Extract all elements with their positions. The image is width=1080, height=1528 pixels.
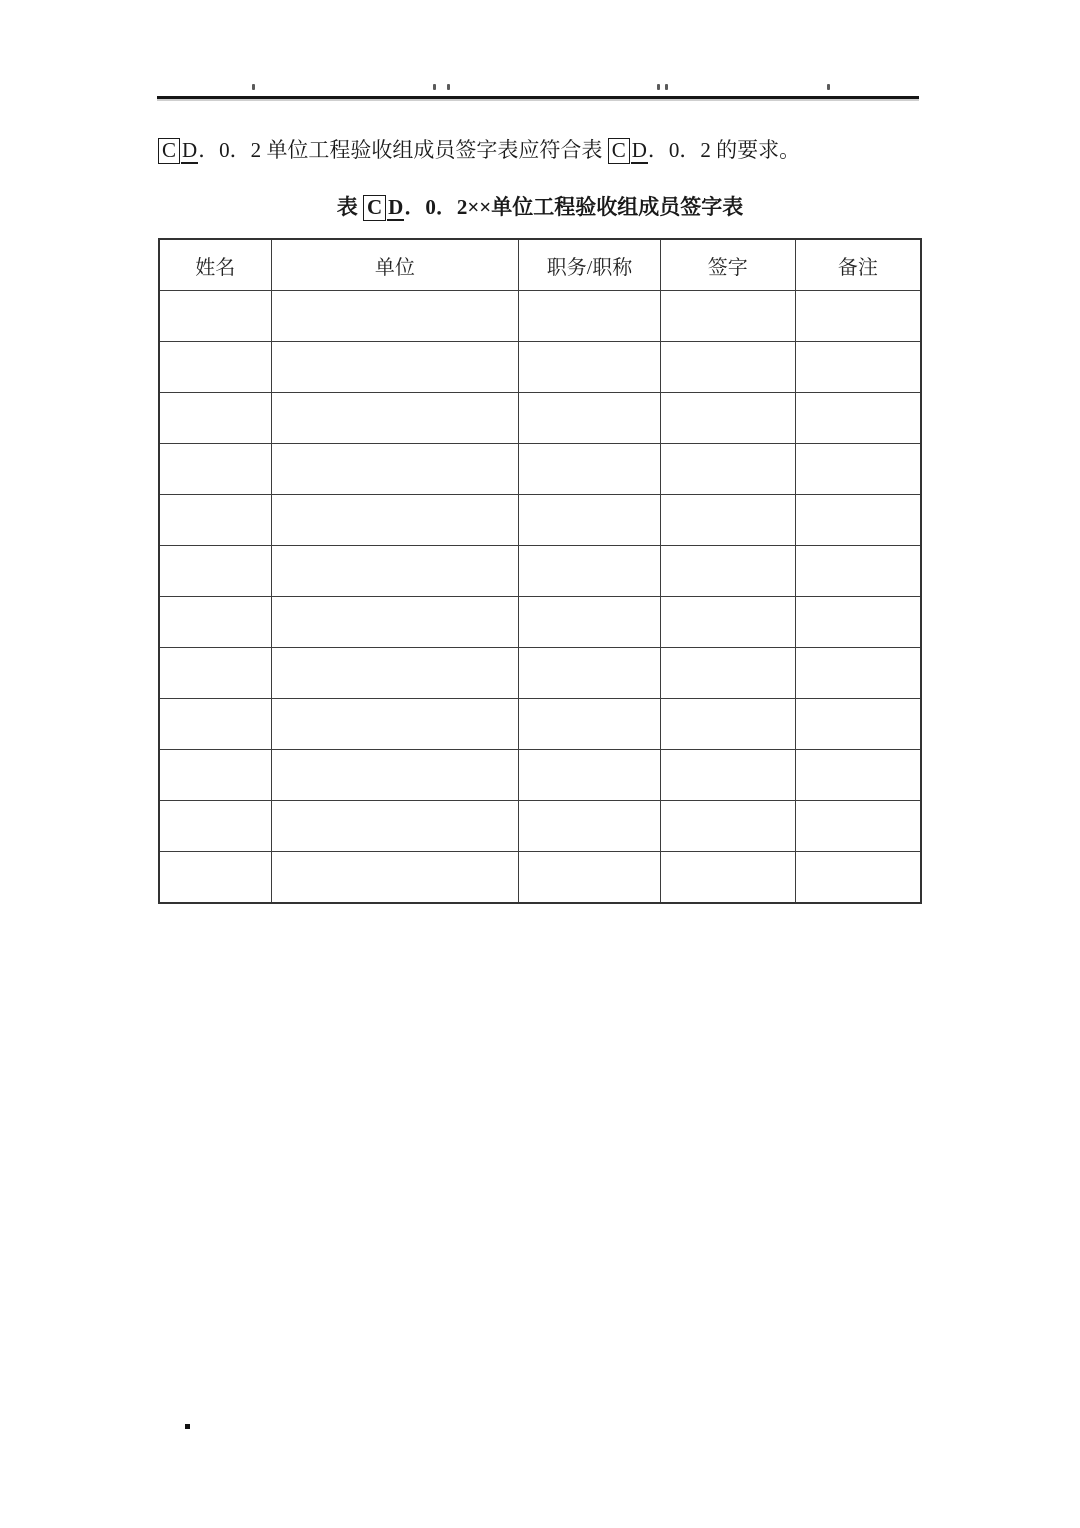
body-paragraph xyxy=(158,135,958,166)
paragraph-text: 的要求。 xyxy=(710,138,801,162)
empty-cell xyxy=(271,291,519,342)
empty-cell xyxy=(271,495,519,546)
empty-cell xyxy=(159,648,271,699)
empty-cell xyxy=(660,648,795,699)
column-header-3: 职务/职称 xyxy=(519,239,661,291)
table-row xyxy=(159,444,921,495)
empty-cell xyxy=(795,852,921,904)
empty-cell xyxy=(271,699,519,750)
empty-cell xyxy=(271,393,519,444)
scan-artifact-mark xyxy=(433,84,436,90)
column-header-5: 备注 xyxy=(795,239,921,291)
empty-cell xyxy=(660,495,795,546)
scan-artifact-mark xyxy=(657,84,660,90)
empty-cell xyxy=(159,495,271,546)
title-prefix: 表 xyxy=(336,195,363,219)
empty-cell xyxy=(660,342,795,393)
empty-cell xyxy=(159,699,271,750)
table-row xyxy=(159,495,921,546)
clause-number: ．0．2 xyxy=(647,138,711,162)
empty-cell xyxy=(271,852,519,904)
empty-cell xyxy=(660,699,795,750)
table-row xyxy=(159,291,921,342)
boxed-letter: C xyxy=(158,138,180,164)
empty-cell xyxy=(660,750,795,801)
empty-cell xyxy=(519,699,661,750)
table-row xyxy=(159,852,921,904)
empty-cell xyxy=(519,393,661,444)
boxed-letter: C xyxy=(608,138,630,164)
empty-cell xyxy=(795,546,921,597)
table-row xyxy=(159,342,921,393)
empty-cell xyxy=(159,393,271,444)
empty-cell xyxy=(660,393,795,444)
column-header-2: 单位 xyxy=(271,239,519,291)
empty-cell xyxy=(660,801,795,852)
empty-cell xyxy=(271,750,519,801)
page-header-rule xyxy=(157,96,919,99)
empty-cell xyxy=(519,546,661,597)
empty-cell xyxy=(660,444,795,495)
title-number: ．0．2 xyxy=(404,195,468,219)
table-title xyxy=(158,191,922,221)
empty-cell xyxy=(795,291,921,342)
column-header-1: 姓名 xyxy=(159,239,271,291)
scan-artifact-mark xyxy=(665,84,668,90)
empty-cell xyxy=(795,393,921,444)
boxed-letter: C xyxy=(363,195,386,221)
underlined-letter: D xyxy=(631,138,647,162)
empty-cell xyxy=(271,342,519,393)
empty-cell xyxy=(660,852,795,904)
table-row xyxy=(159,801,921,852)
empty-cell xyxy=(159,444,271,495)
empty-cell xyxy=(159,546,271,597)
empty-cell xyxy=(795,699,921,750)
table-row xyxy=(159,699,921,750)
empty-cell xyxy=(519,444,661,495)
underlined-letter: D xyxy=(388,195,404,219)
empty-cell xyxy=(271,444,519,495)
title-suffix: ××单位工程验收组成员签字表 xyxy=(467,195,744,219)
scan-artifact-mark xyxy=(252,84,255,90)
column-header-4: 签字 xyxy=(660,239,795,291)
table-row xyxy=(159,750,921,801)
empty-cell xyxy=(519,750,661,801)
empty-cell xyxy=(519,495,661,546)
paragraph-text: 单位工程验收组成员签字表应符合表 xyxy=(261,138,608,162)
table-row xyxy=(159,597,921,648)
empty-cell xyxy=(159,750,271,801)
empty-cell xyxy=(271,648,519,699)
empty-cell xyxy=(660,291,795,342)
empty-cell xyxy=(159,852,271,904)
empty-cell xyxy=(519,648,661,699)
scan-artifact-mark xyxy=(447,84,450,90)
table-row xyxy=(159,546,921,597)
empty-cell xyxy=(271,597,519,648)
empty-cell xyxy=(519,852,661,904)
empty-cell xyxy=(795,750,921,801)
empty-cell xyxy=(795,495,921,546)
empty-cell xyxy=(795,444,921,495)
table-row xyxy=(159,393,921,444)
empty-cell xyxy=(795,597,921,648)
empty-cell xyxy=(159,597,271,648)
empty-cell xyxy=(271,546,519,597)
empty-cell xyxy=(271,801,519,852)
empty-cell xyxy=(660,597,795,648)
signature-table xyxy=(158,238,922,904)
table-row xyxy=(159,648,921,699)
empty-cell xyxy=(795,342,921,393)
empty-cell xyxy=(519,291,661,342)
empty-cell xyxy=(519,342,661,393)
table-header-row xyxy=(159,239,921,291)
scan-artifact-dot xyxy=(185,1424,190,1429)
empty-cell xyxy=(519,801,661,852)
empty-cell xyxy=(519,597,661,648)
empty-cell xyxy=(660,546,795,597)
scan-artifact-mark xyxy=(827,84,830,90)
underlined-letter: D xyxy=(182,138,198,162)
empty-cell xyxy=(159,291,271,342)
empty-cell xyxy=(795,648,921,699)
clause-number: ．0．2 xyxy=(198,138,262,162)
empty-cell xyxy=(159,801,271,852)
empty-cell xyxy=(795,801,921,852)
empty-cell xyxy=(159,342,271,393)
